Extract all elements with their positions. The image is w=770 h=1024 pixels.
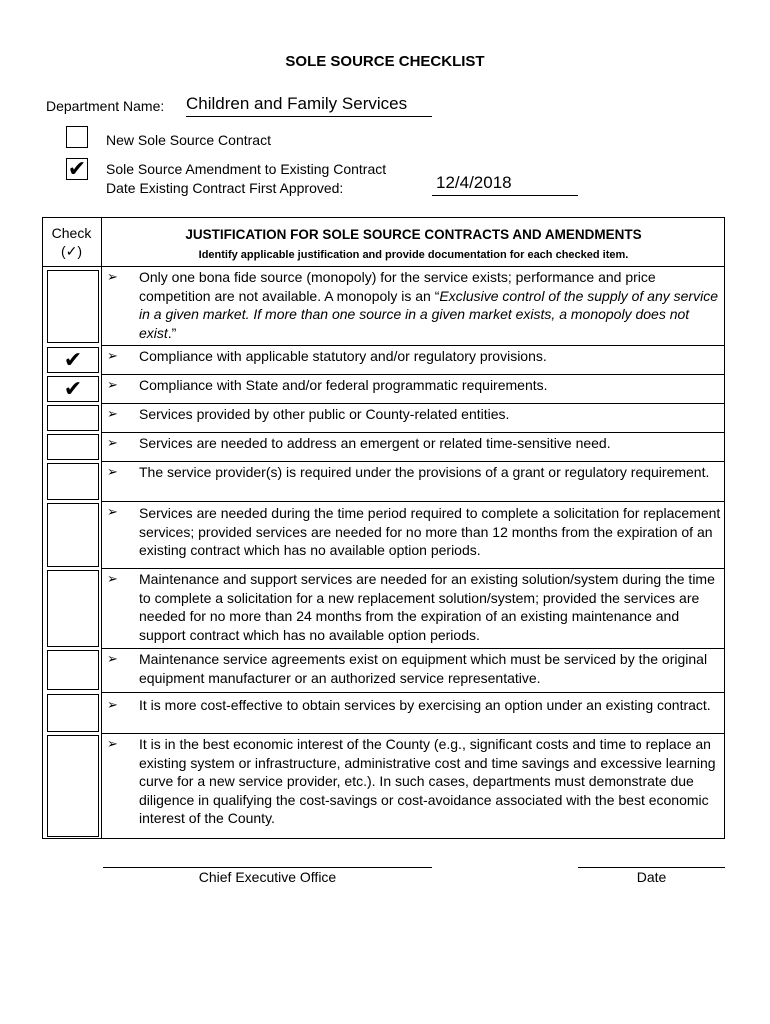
check-box-economic-interest[interactable] — [47, 735, 99, 837]
check-box-monopoly[interactable] — [47, 270, 99, 343]
bullet-arrow-icon: ➢ — [107, 406, 118, 421]
check-box-replacement[interactable] — [47, 503, 99, 567]
bullet-arrow-icon: ➢ — [107, 377, 118, 392]
justification-item-public-entities: Services provided by other public or County-related entities. — [139, 406, 510, 422]
bullet-arrow-icon: ➢ — [107, 464, 118, 479]
bullet-arrow-icon: ➢ — [107, 504, 118, 519]
justification-item-oem-service: Maintenance service agreements exist on equipment which must be serviced by the original equipment manufacturer or an authorized service representative. — [139, 651, 708, 686]
date-approved-label: Date Existing Contract First Approved: — [106, 180, 344, 196]
justification-subheading: Identify applicable justification and provide documentation for each checked item. — [198, 249, 629, 261]
bullet-arrow-icon: ➢ — [107, 736, 118, 751]
justification-item-grant: The service provider(s) is required under the provisions of a grant or regulatory requirement. — [139, 464, 710, 480]
bullet-arrow-icon: ➢ — [107, 697, 118, 712]
justification-item-replacement: Services are needed during the time period required to complete a solicitation for replacement services; provided services are needed for no more than 12 months from the expiration of an existing contract which has no available option periods. — [139, 505, 721, 558]
office-signature-label: Chief Executive Office — [198, 869, 337, 885]
bullet-arrow-icon: ➢ — [107, 435, 118, 450]
check-box-oem-service[interactable] — [47, 650, 99, 690]
bullet-arrow-icon: ➢ — [107, 571, 118, 586]
justification-item-state-federal: Compliance with State and/or federal programmatic requirements. — [139, 377, 548, 393]
amendment-checkbox[interactable]: ✔ — [67, 156, 87, 181]
justification-item-economic-interest: It is in the best economic interest of the County (e.g., significant costs and time to replace an existing system or infrastructure, administrative cost and time savings and excessive learning curve for a new service provider, etc.). In such cases, departments must demonstrate due diligence in qualifying the cost-savings or cost-avoidance associated with the best economic interest of the County. — [139, 736, 716, 826]
check-box-public-entities[interactable] — [47, 405, 99, 431]
date-approved-field[interactable]: 12/4/2018 — [432, 173, 578, 196]
column-divider — [101, 217, 102, 839]
justification-item-maintenance-support: Maintenance and support services are needed for an existing solution/system during the time to complete a solicitation for a new replacement solution/system; provided the services are needed for no more than 24 months from the expiration of an existing maintenance and support contract which has no available option periods. — [139, 571, 715, 643]
check-box-state-federal[interactable]: ✔ — [47, 376, 99, 402]
check-box-grant[interactable] — [47, 463, 99, 500]
bullet-arrow-icon: ➢ — [107, 651, 118, 666]
bullet-arrow-icon: ➢ — [107, 348, 118, 363]
justification-item-emergent: Services are needed to address an emergent or related time-sensitive need. — [139, 435, 611, 451]
bullet-arrow-icon: ➢ — [107, 269, 118, 284]
row-divider — [101, 692, 725, 693]
justification-item-statutory: Compliance with applicable statutory and/or regulatory provisions. — [139, 348, 547, 364]
justification-item-cost-effective: It is more cost-effective to obtain services by exercising an option under an existing contract. — [139, 697, 711, 713]
department-name-field[interactable]: Children and Family Services — [186, 94, 432, 117]
date-signature-label: Date — [636, 869, 667, 885]
row-divider — [101, 501, 725, 502]
check-box-emergent[interactable] — [47, 434, 99, 460]
justification-heading: JUSTIFICATION FOR SOLE SOURCE CONTRACTS AND AMENDMENTS — [185, 227, 642, 242]
new-contract-checkbox[interactable] — [66, 126, 88, 148]
new-contract-label: New Sole Source Contract — [106, 132, 271, 148]
check-box-maintenance-support[interactable] — [47, 570, 99, 647]
check-column-header: Check (✓) — [51, 225, 92, 259]
justification-item-monopoly: Only one bona fide source (monopoly) for the service exists; performance and price competition are not available. A monopoly is an “Exclusive control of the supply of any service in a given market. If more than one source in a given market exists, a monopoly does not exist.” — [139, 269, 718, 341]
department-label: Department Name: — [46, 98, 165, 114]
check-box-statutory[interactable]: ✔ — [47, 347, 99, 373]
form-title: SOLE SOURCE CHECKLIST — [285, 53, 485, 70]
check-box-cost-effective[interactable] — [47, 694, 99, 732]
amendment-label: Sole Source Amendment to Existing Contract — [106, 161, 387, 177]
